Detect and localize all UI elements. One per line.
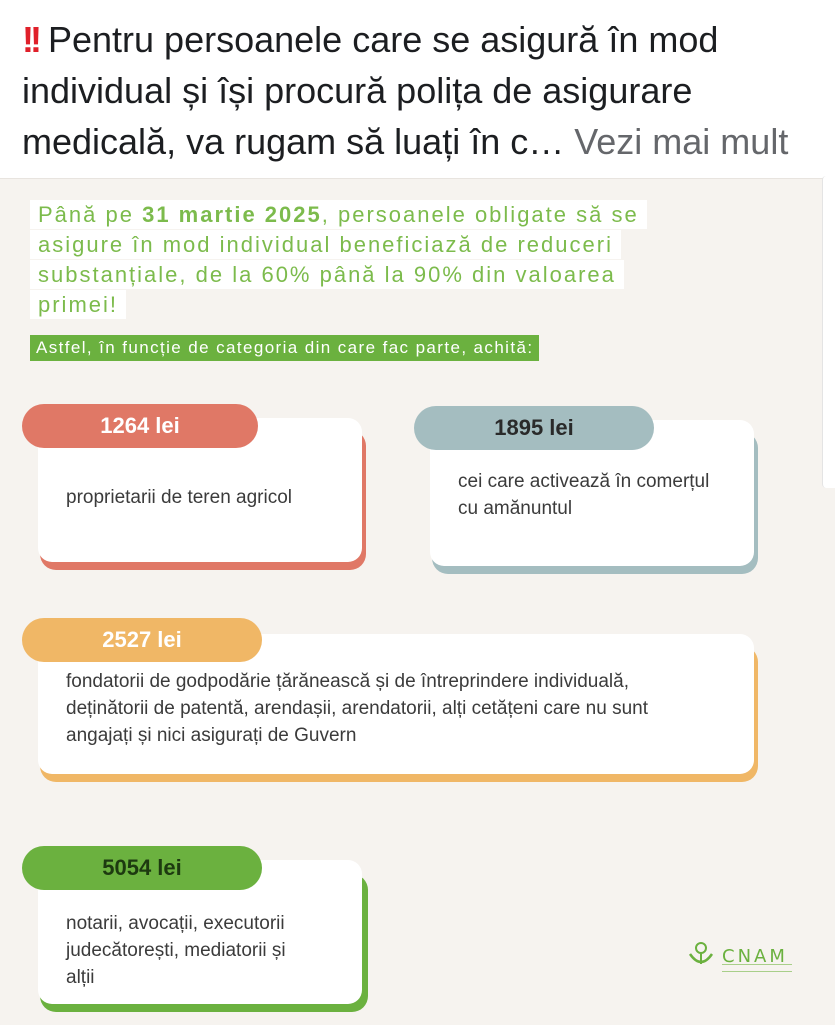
headline <box>30 200 770 320</box>
price-pill-2527: 2527 lei <box>22 618 262 662</box>
scrollbar[interactable] <box>822 176 835 488</box>
headline-line: substanțiale, de la 60% până la 90% din valoarea <box>30 260 624 289</box>
see-more-link[interactable]: Vezi mai mult <box>574 121 789 162</box>
post-body: Pentru persoanele care se asigură în mod individual și își procură polița de asigurare medicală, va rugam să luați în c… <box>22 19 719 162</box>
price-pill-5054: 5054 lei <box>22 846 262 890</box>
logo-wordmark: CNAM <box>722 946 788 967</box>
cnam-logo <box>686 940 796 976</box>
price-pill-1264: 1264 lei <box>22 404 258 448</box>
post-text <box>22 14 822 167</box>
card-description: notarii, avocații, executorii judecătorești, mediatorii și alții <box>66 913 286 988</box>
logo-tagline <box>722 964 792 972</box>
card-description: cei care activează în comerțul cu amănuntul <box>458 471 710 519</box>
subheading-banner: Astfel, în funcție de categoria din care fac parte, achită: <box>30 335 539 361</box>
headline-line: primei! <box>30 290 126 319</box>
card-description: fondatorii de godpodărie țărănească și de întreprindere individuală, deținătorii de patentă, arendașii, arendatorii, alți cetățeni care nu sunt angajați și nici asigurați de Guvern <box>66 671 648 746</box>
price-pill-1895: 1895 lei <box>414 406 654 450</box>
double-exclamation-icon: !! <box>22 19 38 60</box>
deadline-date: 31 martie 2025 <box>142 202 322 227</box>
headline-line: Până pe 31 martie 2025, persoanele obligate să se <box>30 200 647 229</box>
card-description: proprietarii de teren agricol <box>66 487 293 508</box>
cnam-emblem-icon <box>686 940 716 970</box>
headline-line: asigure în mod individual beneficiază de reduceri <box>30 230 621 259</box>
